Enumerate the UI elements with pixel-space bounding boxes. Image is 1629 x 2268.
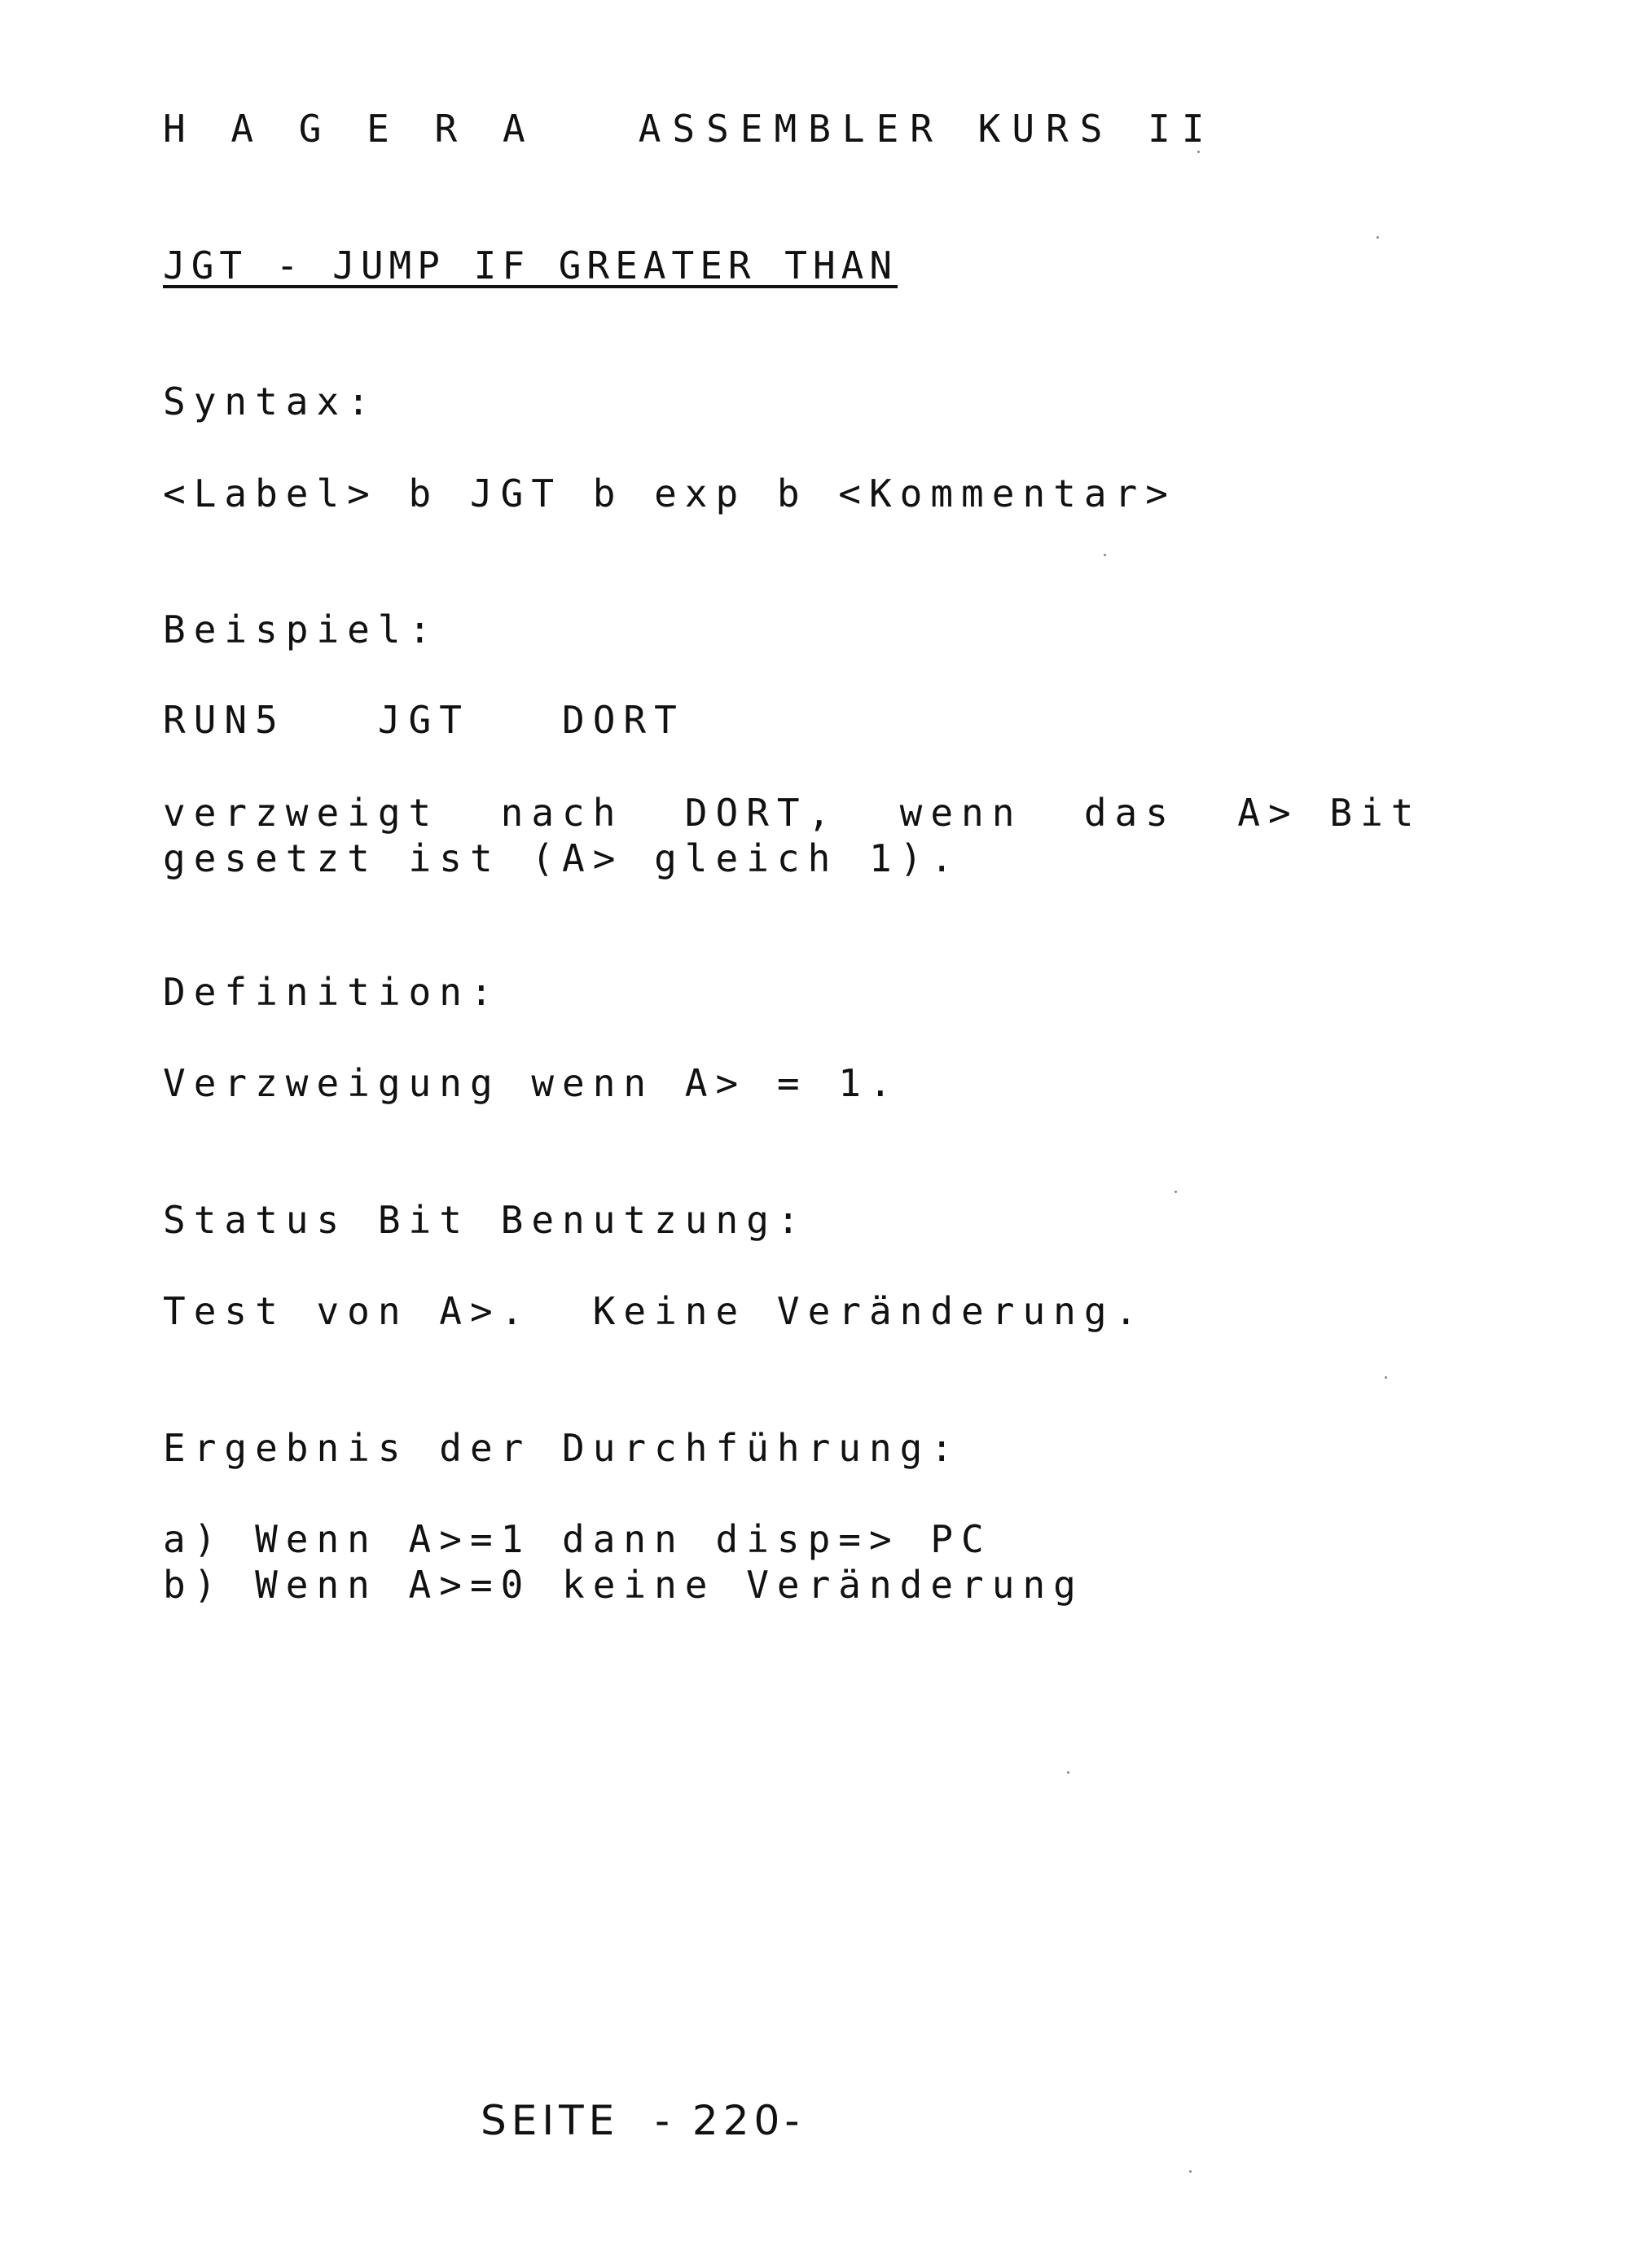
page-number: SEITE - 220- — [481, 2097, 805, 2144]
example-heading: Beispiel: — [163, 608, 440, 651]
result-case-a: a) Wenn A>=1 dann disp=> PC — [163, 1517, 992, 1561]
course-header: H A G E R A ASSEMBLER KURS II — [163, 107, 1216, 151]
definition-text: Verzweigung wenn A> = 1. — [163, 1061, 900, 1105]
syntax-heading: Syntax: — [163, 379, 378, 423]
example-description-line-2: gesetzt ist (A> gleich 1). — [163, 836, 962, 880]
instruction-title: JGT - JUMP IF GREATER THAN — [163, 243, 898, 287]
result-heading: Ergebnis der Durchführung: — [163, 1426, 962, 1470]
scan-speck — [1197, 151, 1200, 153]
scan-speck — [1385, 1376, 1387, 1379]
result-case-b: b) Wenn A>=0 keine Veränderung — [163, 1563, 1084, 1607]
scan-speck — [1104, 554, 1106, 556]
scan-speck — [1175, 1191, 1177, 1193]
example-code: RUN5 JGT DORT — [163, 698, 685, 742]
status-bit-text: Test von A>. Keine Veränderung. — [163, 1289, 1146, 1333]
syntax-line: <Label> b JGT b exp b <Kommentar> — [163, 472, 1176, 515]
example-description-line-1: verzweigt nach DORT, wenn das A> Bit — [163, 791, 1422, 835]
definition-heading: Definition: — [163, 970, 501, 1014]
scan-speck — [1067, 1771, 1069, 1774]
status-bit-heading: Status Bit Benutzung: — [163, 1198, 808, 1242]
scan-speck — [1189, 2170, 1192, 2173]
scan-speck — [1377, 236, 1379, 239]
